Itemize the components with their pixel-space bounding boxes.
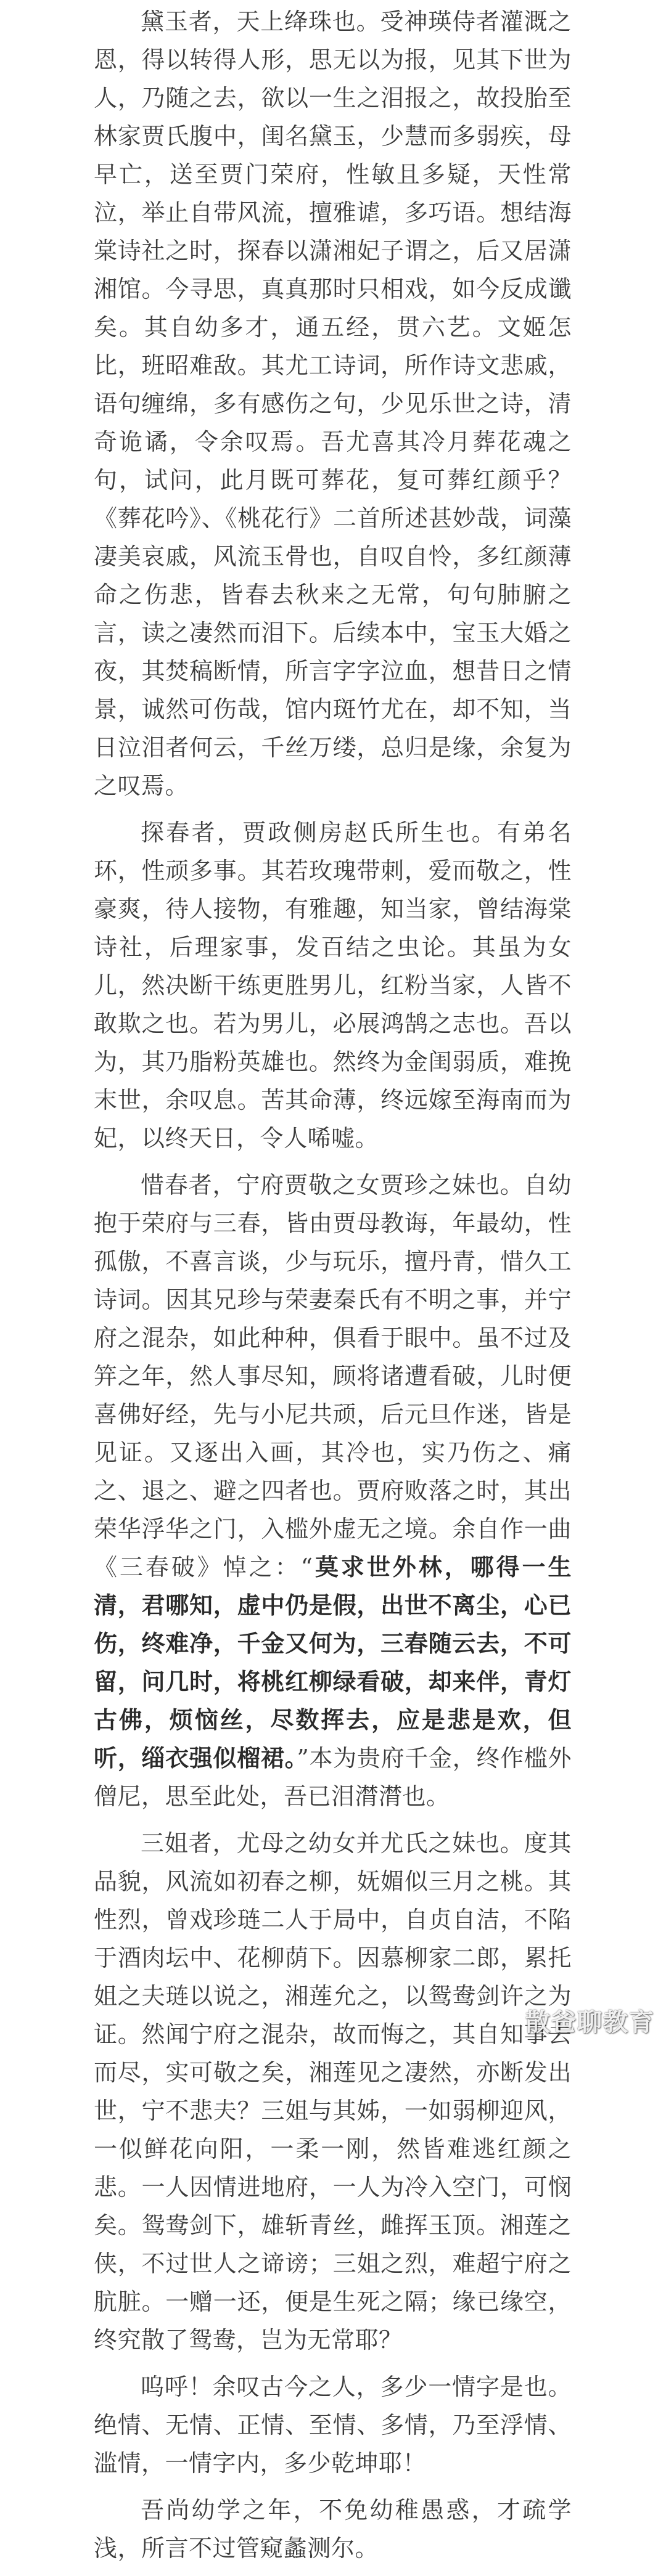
watermark-logo: 散爸聊教育 (525, 2008, 655, 2037)
article-body (94, 2, 572, 2576)
paragraph-daiyu: 黛玉者，天上绛珠也。受神瑛侍者灌溉之恩，得以转得人形，思无以为报，见其下世为人，乃随之去，欲以一生之泪报之，故投胎至林家贾氏腹中，闺名黛玉，少慧而多弱疾，母早亡，送至贾门荣府，性敏且多疑，天性常泣，举止自带风流，擅雅谑，多巧语。想结海棠诗社之时，探春以潇湘妃子谓之，后又居潇湘馆。今寻思，真真那时只相戏，如今反成谶矣。其自幼多才，通五经，贯六艺。文姬怎比，班昭难敌。其尤工诗词，所作诗文悲戚，语句缠绵，多有感伤之句，少见乐世之诗，清奇诡谲，令余叹焉。吾尤喜其冷月葬花魂之句，试问，此月既可葬花，复可葬红颜乎？《葬花吟》、《桃花行》二首所述甚妙哉，词藻凄美哀戚，风流玉骨也，自叹自怜，多红颜薄命之伤悲，皆春去秋来之无常，句句肺腑之言，读之凄然而泪下。后续本中，宝玉大婚之夜，其焚稿断情，所言字字泣血，想昔日之情景，诚然可伤哉，馆内斑竹尤在，却不知，当日泣泪者何云，千丝万缕，总归是缘，余复为之叹焉。 (94, 8, 572, 799)
xichun-text-before: 惜春者，宁府贾敬之女贾珍之妹也。自幼抱于荣府与三春，皆由贾母教诲，年最幼，性孤傲，不喜言谈，少与玩乐，擅丹青，惜久工诗词。因其兄珍与荣妻秦氏有不明之事，并宁府之混杂，如此种种，俱看于眼中。虽不过及笄之年，然人事尽知，顾将诸遭看破，儿时便喜佛好经，先与小尼共顽，后元旦作迷，皆是见证。又逐出入画，其冷也，实乃伤之、痛之、退之、避之四者也。贾府败落之时，其出荣华浮华之门，入槛外虚无之境。余自作一曲《三春破》悼之：“ (94, 1172, 572, 1581)
paragraph-wuhu: 呜呼！余叹古今之人，多少一情字是也。绝情、无情、正情、至情、多情，乃至浮情、滥情，一情字内，多少乾坤耶！ (94, 2373, 572, 2477)
paragraph-closing: 吾尚幼学之年，不免幼稚愚惑，才疏学浅，所言不过管窥蠡测尔。 (94, 2497, 572, 2562)
xichun-text-after: ”本为贵府千金，终作槛外僧尼，思至此处，吾已泪潸潸也。 (94, 1745, 572, 1810)
paragraph-sanjie: 三姐者，尤母之幼女并尤氏之妹也。度其品貌，风流如初春之柳，妩媚似三月之桃。其性烈，曾戏珍琏二人于局中，自贞自洁，不陷于酒肉坛中、花柳荫下。因慕柳家二郎，累托姐之夫琏以说之，湘莲允之，以鸳鸯剑许之为证。然闻宁府之混杂，故而悔之，其自知事去而尽，实可敬之矣，湘莲见之凄然，亦断发出世，宁不悲夫？三姐与其姊，一如弱柳迎风，一似鲜花向阳，一柔一刚，然皆难逃红颜之悲。一人因情进地府，一人为冷入空门，可悯矣。鸳鸯剑下，雄斩青丝，雌挥玉顶。湘莲之侠，不过世人之谛谤；三姐之烈，难超宁府之肮脏。一赠一还，便是生死之隔；缘已缘空，终究散了鸳鸯，岂为无常耶？ (94, 1830, 572, 2354)
paragraph-xichun (94, 1166, 572, 1816)
xichun-song-lyrics: 莫求世外林，哪得一生清，君哪知，虚中仍是假，出世不离尘，心已伤，终难净，千金又何为，三春随云去，不可留，问几时，将桃红柳绿看破，却来伴，青灯古佛，烦恼丝，尽数挥去，应是悲是欢，但听，缁衣强似榴裙。 (94, 1553, 572, 1772)
paragraph-tanchun: 探春者，贾政侧房赵氏所生也。有弟名环，性顽多事。其若玫瑰带刺，爱而敬之，性豪爽，待人接物，有雅趣，知当家，曾结海棠诗社，后理家事，发百结之虫论。其虽为女儿，然决断干练更胜男儿，红粉当家，人皆不敢欺之也。若为男儿，必展鸿鹄之志也。吾以为，其乃脂粉英雄也。然终为金闺弱质，难挽末世，余叹息。苦其命薄，终远嫁至海南而为妃，以终天日，令人唏嘘。 (94, 819, 572, 1152)
